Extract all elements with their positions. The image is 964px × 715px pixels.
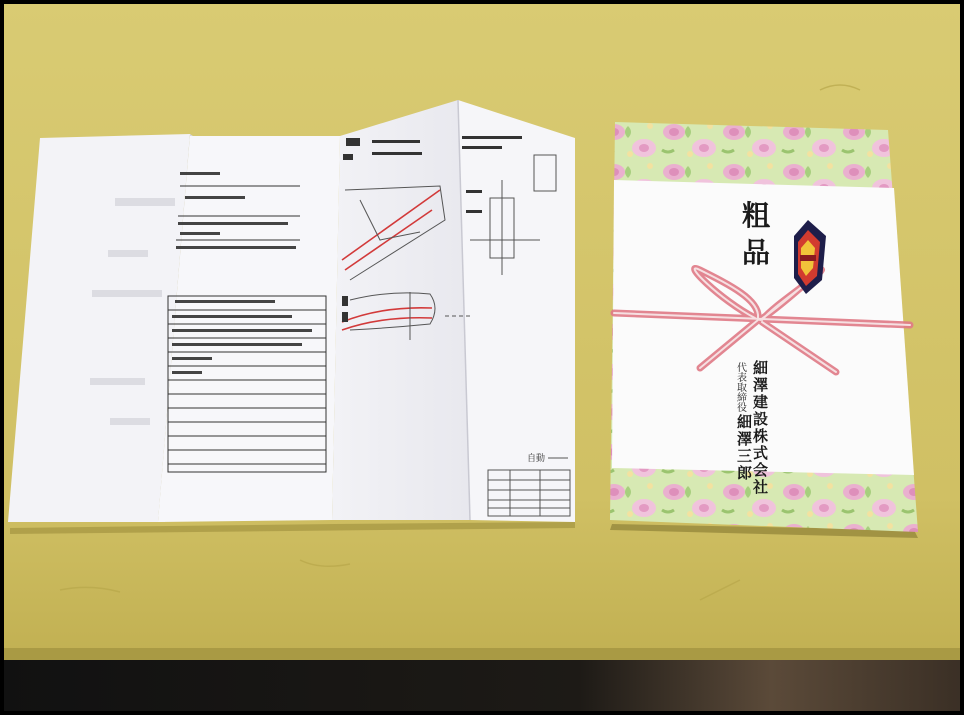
document-drawing-page [332,100,575,522]
document-middle-page [158,136,340,522]
floor [0,660,964,715]
gift-box [610,122,918,538]
gift-company-name [751,359,769,496]
gift-top-char-1: 粗 [742,199,771,232]
gift-representative-title: 代表取締役 [734,362,746,412]
gift-top-char-2: 品 [742,236,771,269]
drawing-signature-label: 自動 [527,454,546,464]
gift-representative-name: 細澤三郎 [735,414,753,482]
gift-company-text: 細澤建設株式会社 [751,360,769,496]
table-edge [0,648,964,662]
